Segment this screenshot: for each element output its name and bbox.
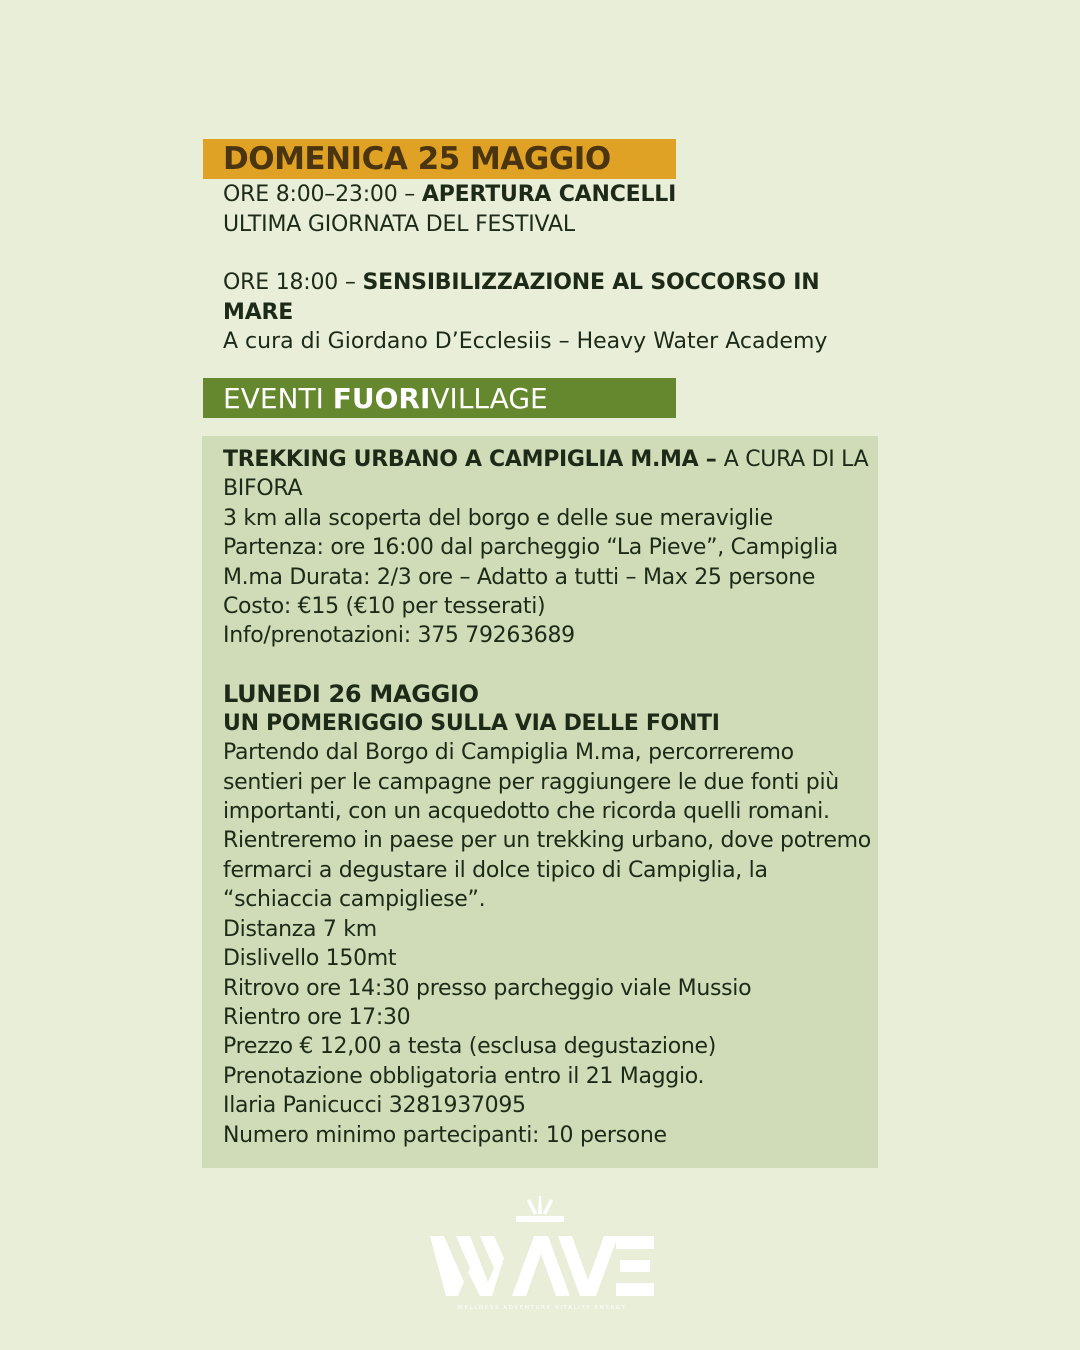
lunedi-distance: Distanza 7 km	[223, 916, 377, 942]
wave-tagline: WELLNESS ADVENTURE VITALITY ENERGY	[457, 1305, 627, 1311]
trekking-title	[223, 445, 873, 504]
event-rescue-credit: A cura di Giordano D’Ecclesiis – Heavy Water Academy	[223, 329, 828, 354]
trekking-title-rest: A CURA DI LA BIFORA	[223, 447, 869, 502]
events-banner-prefix: EVENTI	[223, 381, 333, 415]
domenica-events	[223, 180, 873, 357]
lunedi-meeting: Ritrovo ore 14:30 presso parcheggio viale Mussio	[223, 975, 752, 1001]
lunedi-elevation: Dislivello 150mt	[223, 946, 397, 972]
lunedi-price: Prezzo € 12,00 a testa (esclusa degustazione)	[223, 1034, 717, 1060]
trekking-title-bold: TREKKING URBANO A CAMPIGLIA M.MA –	[223, 447, 724, 472]
sun-icon	[516, 1196, 564, 1222]
event-opening	[223, 180, 873, 210]
event-rescue-title: SENSIBILIZZAZIONE AL SOCCORSO IN MARE	[223, 270, 820, 325]
events-banner-suffix: VILLAGE	[430, 381, 548, 415]
day-banner	[203, 139, 676, 179]
event-rescue	[223, 268, 873, 327]
event-rescue-time: ORE 18:00 –	[223, 270, 363, 295]
event-opening-subtitle: ULTIMA GIORNATA DEL FESTIVAL	[223, 211, 575, 237]
lunedi-title: UN POMERIGGIO SULLA VIA DELLE FONTI	[223, 710, 720, 736]
trekking-details: Partenza: ore 16:00 dal parcheggio “La Pieve”, Campiglia M.ma Durata: 2/3 ore – Adatto a tutti – Max 25 persone	[223, 535, 838, 590]
lunedi-minimum: Numero minimo partecipanti: 10 persone	[223, 1122, 667, 1148]
events-banner	[203, 378, 676, 418]
events-box-content	[223, 445, 873, 1150]
lunedi-contact: Ilaria Panicucci 3281937095	[223, 1093, 526, 1119]
trekking-description: 3 km alla scoperta del borgo e delle sue meraviglie	[223, 505, 773, 531]
wave-wordmark	[430, 1236, 654, 1296]
events-banner-bold: FUORI	[332, 381, 431, 415]
lunedi-return: Rientro ore 17:30	[223, 1004, 411, 1030]
wave-logo	[430, 1196, 654, 1312]
trekking-info: Info/prenotazioni: 375 79263689	[223, 623, 575, 649]
events-box	[202, 436, 878, 1168]
lunedi-booking: Prenotazione obbligatoria entro il 21 Maggio.	[223, 1063, 705, 1089]
event-opening-title: APERTURA CANCELLI	[421, 182, 677, 207]
lunedi-description: Partendo dal Borgo di Campiglia M.ma, percorreremo sentieri per le campagne per raggiungere le due fonti più importanti, con un acquedotto che ricorda quelli romani. Rientreremo in paese per un trekking urbano, dove potremo fermarci a degustare il dolce tipico di Campiglia, la “schiaccia campigliese”.	[223, 740, 871, 913]
event-opening-time: ORE 8:00–23:00 –	[223, 182, 422, 207]
lunedi-date: LUNEDI 26 MAGGIO	[223, 679, 479, 708]
trekking-cost: Costo: €15 (€10 per tesserati)	[223, 594, 546, 620]
day-banner-label: DOMENICA 25 MAGGIO	[223, 141, 611, 177]
